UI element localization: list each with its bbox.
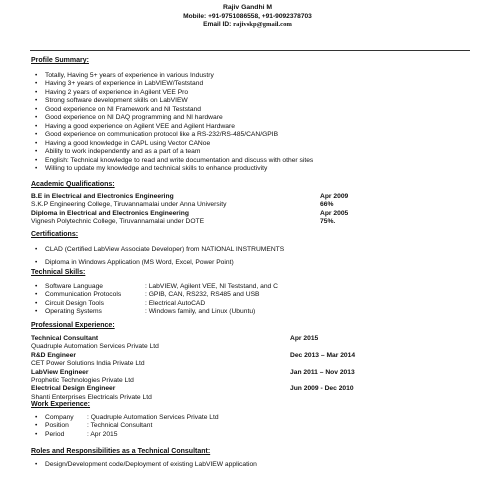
academic-row — [31, 218, 471, 226]
experience-list — [31, 335, 471, 402]
job-row — [31, 385, 471, 393]
email-line — [0, 21, 495, 30]
technical-skills-heading: Technical Skills: — [31, 269, 86, 276]
roles-heading: Roles and Responsibilities as a Technical Consultant: — [31, 448, 211, 455]
job-role: LabView Engineer — [31, 368, 89, 376]
header-divider — [30, 50, 470, 51]
candidate-name: Rajiv Gandhi M — [222, 4, 273, 11]
list-item: • Good experience on NI DAQ programming and NI hardware — [35, 114, 313, 122]
diploma-score: 75%. — [320, 218, 336, 226]
diploma-date: Apr 2005 — [320, 209, 349, 217]
academic-row — [31, 201, 471, 209]
skill-value: : GPIB, CAN, RS232, RS485 and USB — [145, 291, 260, 299]
skill-label: Software Language — [45, 283, 104, 290]
job-company: Prophetic Technologies Private Ltd — [31, 376, 134, 384]
work-value: : Technical Consultant — [87, 422, 153, 430]
job-date: Apr 2015 — [290, 335, 319, 342]
mobile-line: Mobile: +91-9751086558, +91-9092378703 — [183, 12, 312, 20]
work-item — [35, 422, 153, 430]
list-item: • Having 2 years of experience in Agilent VEE Pro — [35, 89, 313, 97]
professional-experience-heading: Professional Experience: — [31, 322, 115, 329]
technical-skills-list — [35, 283, 278, 317]
job-role: Electrical Design Engineer — [31, 385, 116, 393]
email-value: rajivskp@gmail.com — [233, 21, 292, 29]
skill-item — [35, 299, 206, 308]
work-label: Period — [45, 430, 65, 438]
job-date: Dec 2013 – Mar 2014 — [290, 351, 356, 359]
work-value: : Apr 2015 — [87, 430, 118, 438]
list-item: • Good experience on NI Framework and NI Teststand — [35, 106, 313, 114]
skill-label: Circuit Design Tools — [45, 299, 104, 307]
degree-name: B.E in Electrical and Electronics Engineering — [31, 193, 174, 200]
degree-score: 66% — [320, 201, 334, 209]
job-company: Shanti Enterprises Electricals Private Ltd — [31, 393, 152, 401]
skill-item — [35, 308, 256, 316]
academic-row — [31, 210, 471, 218]
list-item: • Diploma in Windows Application (MS Word, Excel, Power Point) — [35, 258, 284, 268]
list-item: • Strong software development skills on LabVIEW — [35, 97, 313, 105]
academic-row — [31, 193, 471, 201]
work-experience-list — [35, 414, 219, 439]
work-label: Position — [45, 422, 69, 430]
list-item: • Totally, Having 5+ years of experience in various Industry — [35, 72, 313, 80]
email-label: Email ID: — [203, 21, 232, 29]
job-date: Jan 2011 – Nov 2013 — [290, 368, 355, 376]
degree-date: Apr 2009 — [320, 193, 349, 200]
work-label: Company — [45, 414, 74, 421]
work-value: : Quadruple Automation Services Private Ltd — [87, 414, 219, 421]
job-role: Technical Consultant — [31, 335, 99, 342]
list-item: • Good experience on communication protocol like a RS-232/RS-485/CAN/GPIB — [35, 131, 313, 139]
profile-summary-heading: Profile Summary: — [31, 57, 89, 64]
certifications-heading: Certifications: — [31, 231, 79, 238]
skill-value: : Windows family, and Linux (Ubuntu) — [145, 308, 256, 316]
list-item: • Willing to update my knowledge and technical skills to enhance productivity — [35, 165, 313, 173]
diploma-name: Diploma in Electrical and Electronics Engineering — [31, 209, 189, 217]
skill-value: : LabVIEW, Agilent VEE, NI Teststand, and C — [145, 283, 278, 290]
job-company: CET Power Solutions India Private Ltd — [31, 360, 145, 368]
profile-summary-list — [35, 72, 313, 173]
job-role: R&D Engineer — [31, 351, 76, 359]
list-item: • Design/Development code/Deployment of existing LabVIEW application — [35, 461, 257, 469]
list-item: • Ability to work independently and as a part of a team — [35, 148, 313, 156]
college-name: S.K.P Engineering College, Tiruvannamalai under Anna University — [31, 201, 227, 209]
job-row — [31, 352, 471, 360]
resume-header — [0, 4, 495, 30]
work-experience-heading: Work Experience: — [31, 401, 91, 408]
list-item: • Having a good experience on Agilent VEE and Agilent Hardware — [35, 123, 313, 131]
job-company: Quadruple Automation Services Private Ltd — [31, 343, 159, 351]
skill-value: : Electrical AutoCAD — [145, 299, 206, 307]
skill-label: Communication Protocols — [45, 291, 122, 299]
list-item: • CLAD (Certified LabView Associate Developer) from NATIONAL INSTRUMENTS — [35, 245, 284, 255]
polytechnic-name: Vignesh Polytechnic College, Tiruvannamalai under DOTE — [31, 218, 205, 226]
certifications-list — [35, 245, 284, 267]
list-item: • Having 3+ years of experience in LabVIEW/Teststand — [35, 80, 313, 88]
skill-label: Operating Systems — [45, 308, 102, 316]
job-row — [31, 335, 471, 343]
work-item — [35, 430, 118, 439]
job-date: Jun 2009 - Dec 2010 — [290, 385, 354, 393]
skill-item — [35, 291, 260, 299]
roles-list — [35, 461, 257, 469]
list-item: • English: Technical knowledge to read and write documentation and discuss with other sites — [35, 157, 313, 165]
academic-table — [31, 193, 471, 227]
list-item: • Having a good knowledge in CAPL using Vector CANoe — [35, 140, 313, 148]
academic-heading: Academic Qualifications: — [31, 181, 115, 188]
skill-item — [35, 283, 278, 291]
work-item — [35, 414, 219, 422]
job-row — [31, 369, 471, 377]
